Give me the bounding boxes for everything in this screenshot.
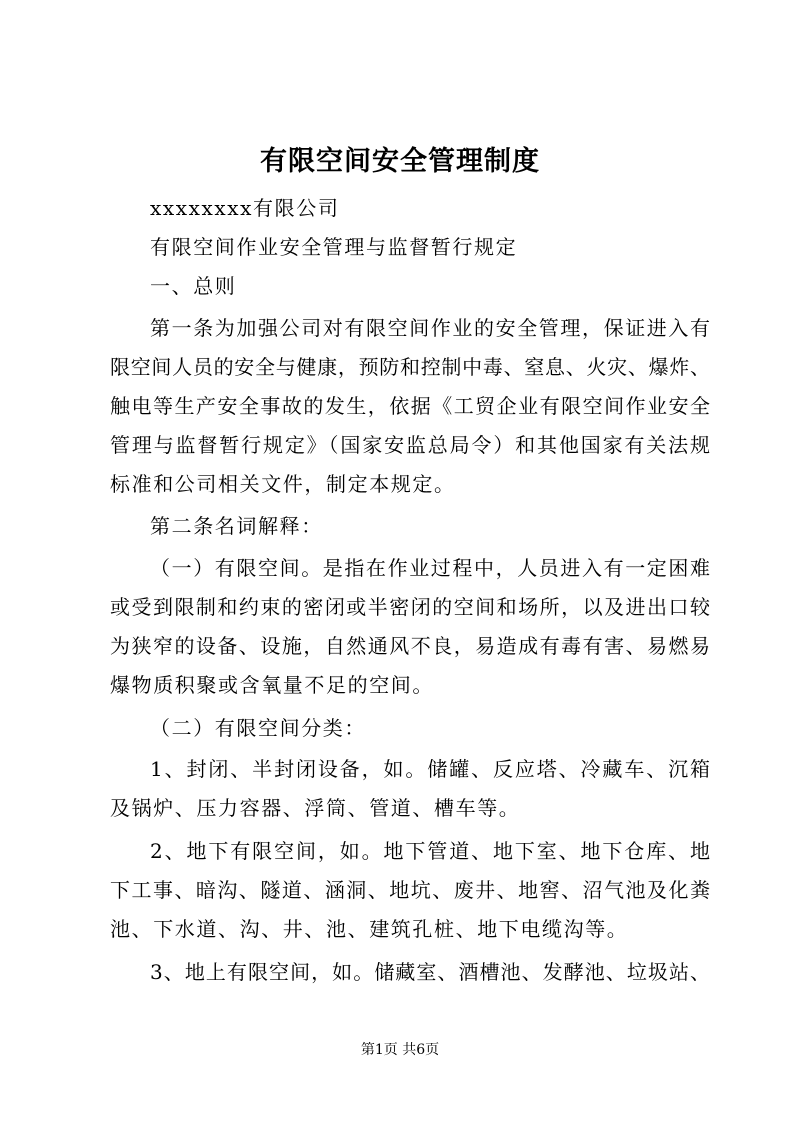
regulation-title-line: 有限空间作业安全管理与监督暂行规定: [150, 235, 518, 259]
page-number: 第1页: [360, 1042, 398, 1058]
paragraph-line: 限空间人员的安全与健康，预防和控制中毒、窒息、火灾、爆炸、: [110, 355, 710, 379]
section-heading-general: 一、总则: [150, 274, 237, 298]
list-item-line: 2、地下有限空间，如。地下管道、地下室、地下仓库、地: [150, 839, 710, 863]
list-item-line: 及锅炉、压力容器、浮筒、管道、槽车等。: [110, 796, 521, 820]
list-item-line: 下工事、暗沟、隧道、涵洞、地坑、废井、地窖、沼气池及化粪: [110, 878, 710, 902]
paragraph-line: 标准和公司相关文件，制定本规定。: [110, 472, 456, 496]
list-item-line: 1、封闭、半封闭设备，如。储罐、反应塔、冷藏车、沉箱: [150, 757, 710, 781]
page-footer: [0, 1040, 800, 1060]
article-two-heading: 第二条名词解释：: [150, 514, 323, 538]
paragraph-line: 管理与监督暂行规定》（国家安监总局令）和其他国家有关法规: [110, 433, 710, 457]
paragraph-line: 为狭窄的设备、设施，自然通风不良，易造成有毒有害、易燃易: [110, 634, 710, 658]
list-item-line: 3、地上有限空间，如。储藏室、酒槽池、发酵池、垃圾站、: [150, 960, 710, 984]
document-title: 有限空间安全管理制度: [260, 146, 540, 177]
page-total: 共6页: [402, 1042, 440, 1058]
company-name-line: xxxxxxxx有限公司: [150, 196, 340, 220]
paragraph-line: （一）有限空间。是指在作业过程中，人员进入有一定困难: [150, 556, 710, 580]
classification-heading: （二）有限空间分类：: [150, 716, 366, 740]
paragraph-line: 爆物质积聚或含氧量不足的空间。: [110, 673, 434, 697]
paragraph-line: 触电等生产安全事故的发生，依据《工贸企业有限空间作业安全: [110, 394, 710, 418]
list-item-line: 池、下水道、沟、井、池、建筑孔桩、地下电缆沟等。: [110, 917, 629, 941]
paragraph-line: 或受到限制和约束的密闭或半密闭的空间和场所，以及进出口较: [110, 595, 710, 619]
paragraph-line: 第一条为加强公司对有限空间作业的安全管理，保证进入有: [150, 316, 710, 340]
